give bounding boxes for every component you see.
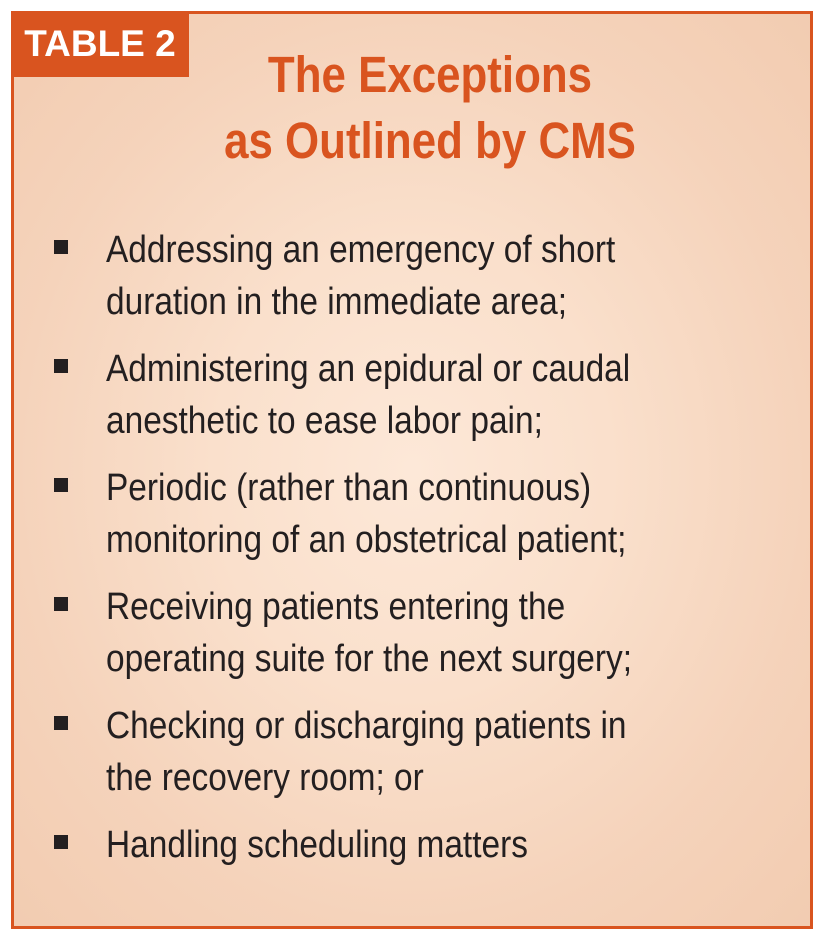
list-item-line: duration in the immediate area; [106, 281, 567, 323]
list-item-text [106, 700, 757, 804]
table-label: TABLE 2 [11, 11, 189, 77]
list-item-line: Periodic (rather than continuous) [106, 467, 592, 509]
table-title [189, 42, 671, 174]
list-item [54, 819, 794, 871]
title-line-1: The Exceptions [267, 46, 593, 103]
exceptions-list [54, 224, 794, 886]
list-item [54, 700, 794, 804]
list-item [54, 581, 794, 685]
list-item-line: Administering an epidural or caudal [106, 348, 631, 390]
list-item-line: Addressing an emergency of short [106, 229, 616, 271]
list-item-line: Checking or discharging patients in [106, 705, 627, 747]
list-item-text [106, 819, 757, 871]
list-item-line: Handling scheduling matters [106, 824, 528, 866]
square-bullet-icon [54, 716, 68, 730]
list-item [54, 224, 794, 328]
list-item-text [106, 224, 757, 328]
list-item-line: anesthetic to ease labor pain; [106, 400, 543, 442]
list-item [54, 343, 794, 447]
list-item-line: operating suite for the next surgery; [106, 638, 633, 680]
square-bullet-icon [54, 359, 68, 373]
square-bullet-icon [54, 478, 68, 492]
square-bullet-icon [54, 835, 68, 849]
title-line-2: as Outlined by CMS [224, 112, 636, 169]
list-item-text [106, 343, 757, 447]
list-item-text [106, 462, 757, 566]
list-item-line: the recovery room; or [106, 757, 424, 799]
list-item-line: monitoring of an obstetrical patient; [106, 519, 627, 561]
square-bullet-icon [54, 240, 68, 254]
square-bullet-icon [54, 597, 68, 611]
list-item [54, 462, 794, 566]
list-item-line: Receiving patients entering the [106, 586, 566, 628]
list-item-text [106, 581, 757, 685]
